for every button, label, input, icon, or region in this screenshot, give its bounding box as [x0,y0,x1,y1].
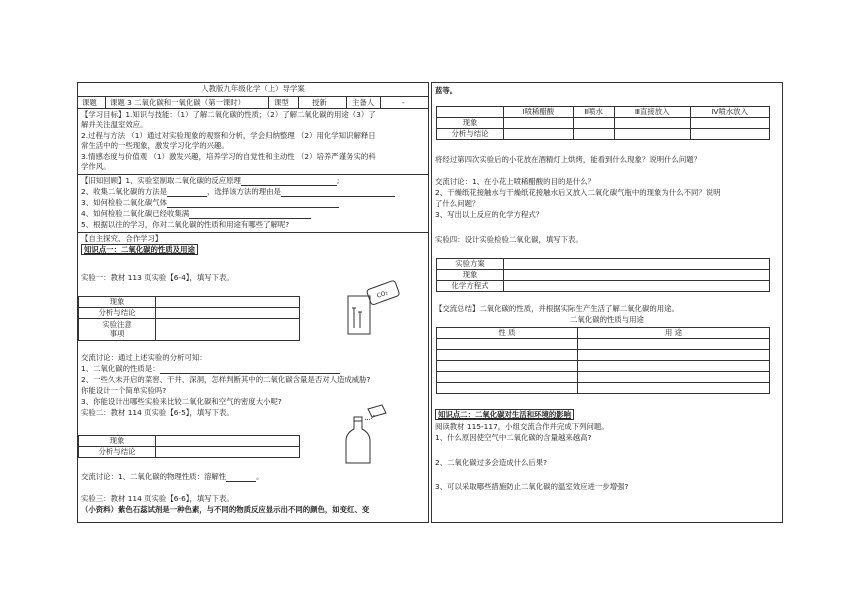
table-row: 分析与结论 [79,308,156,319]
review-q5: 5、根据以往的学习，你对二氧化碳的性质和用途有哪些了解呢? [81,220,290,229]
table-cell[interactable] [614,118,690,129]
table-cell[interactable] [504,270,770,281]
topic-label: 课题 [82,98,97,107]
review-q4: 4、如何检验二氧化碳已经收集满 [81,210,311,219]
right-discuss-q3: 3、写出以上反应的化学方程式？ [435,210,544,219]
preparer-value: - [402,98,405,107]
table-header: Ⅱ喷水 [573,107,614,118]
table-cell[interactable] [437,350,578,361]
table-cell[interactable] [504,118,574,129]
env-question-2: 2、二氧化碳过多会造成什么后果? [435,458,548,467]
table-cell[interactable] [573,129,614,140]
table-header: 性 质 [437,328,578,339]
point1-heading: 知识点一：二氧化碳的性质及用途 [81,246,198,255]
goals-line-3: 2.过程与方法 （1）通过对实验现象的观察和分析，学会归纳整理 （2）用化学知识解释日 [81,131,376,140]
type-value: 授新 [312,98,327,107]
right-discuss-q1: 交流讨论：1、在小花上喷稀醋酸的目的是什么？ [435,177,595,186]
table-header: Ⅳ喷水放入 [690,107,769,118]
inquiry-heading: 【自主探究、合作学习】 [81,234,163,243]
table-cell[interactable] [578,372,770,383]
doc-title: 人教版九年级化学（上）导学案 [201,84,305,93]
point2-heading: 知识点二：二氧化碳对生活和环境的影响 [435,411,574,420]
env-question-3: 3、可以采取哪些措施防止二氧化碳的温室效应进一步增强? [435,482,629,491]
table-row: 现象 [437,270,504,281]
table-cell[interactable] [156,297,300,308]
table-cell[interactable] [504,281,770,292]
table-cell[interactable] [156,308,300,319]
goals-line-1: 【学习目标】1.知识与技能：（1）了解二氧化碳的性质；（2）了解二氧化碳的用途（3）了 [81,110,376,119]
exp2-title: 实验二：教材 114 页实验【6-5】，填写下表。 [81,408,234,417]
table-cell[interactable] [578,383,770,394]
table-cell[interactable] [504,259,770,270]
table-row: 分析与结论 [437,129,504,140]
summary: 【交流总结】二氧化碳的性质，并根据实际生产生活了解二氧化碳的用途。 [435,304,679,313]
preparer-label: 主备人 [352,98,375,107]
table-cell[interactable] [690,118,769,129]
indicator-tip: （小资料）紫色石蕊试剂是一种色素，与不同的物质反应显示出不同的颜色，如变红、变 [81,505,370,514]
type-label: 课型 [274,98,289,107]
properties-uses-table [436,327,770,394]
table-cell[interactable] [578,350,770,361]
table-cell[interactable] [573,118,614,129]
goals-line-6: 学作风。 [81,162,111,171]
table-cell[interactable] [156,447,300,458]
table-cell[interactable] [504,129,574,140]
right-discuss-q2b: 了什么问题？ [435,199,480,208]
uses-table-title: 二氧化碳的性质与用途 [570,315,644,324]
discuss2: 交流讨论：1、二氧化碳的物理性质：溶解性 。 [81,472,264,481]
exp4-title: 实验四：设计实验检验二氧化碳，填写下表。 [435,235,583,244]
discuss1-q2b: 你能设计一个简单实验吗? [81,386,167,395]
review-q2: 2、收集二氧化碳的方法是 ，选择该方法的理由是 [81,188,395,197]
table-cell[interactable] [156,319,300,341]
exp2-table [78,435,300,458]
discuss1-q3: 3、你能设计出哪些实验来比较二氧化碳和空气的密度大小呢? [81,397,282,406]
exp1-table [78,296,300,341]
exp1-title: 实验一：教材 113 页实验【6-4】，填写下表。 [81,273,234,282]
review-q3: 3、如何检验二氧化碳气体 [81,199,339,208]
table-cell[interactable] [437,383,578,394]
discuss1-q1: 1、二氧化碳的性质是： [81,365,340,374]
table-header: Ⅲ直接放入 [614,107,690,118]
bake-question: 将经过第四次实验后的小花放在酒精灯上烘烤，能看到什么现象？说明什么问题？ [435,155,702,164]
table-cell[interactable] [614,129,690,140]
table-row: 实验注意 事项 [79,319,156,341]
table-cell[interactable] [437,361,578,372]
table-cell[interactable] [578,361,770,372]
table-row: 化学方程式 [437,281,504,292]
tip-continued: 蓝等。 [435,86,458,95]
table-cell[interactable] [578,339,770,350]
bottle-illustration [340,403,390,465]
exp3-table [436,106,770,140]
left-column [77,82,429,523]
topic-value: 课题 3 二氧化碳和一氧化碳（第一课时） [110,98,246,107]
right-discuss-q2: 2、干燥纸花接触水与干燥纸花接触水后又放入二氧化碳气瓶中的现象为什么不同？说明 [435,188,721,197]
table-cell[interactable] [437,339,578,350]
table-cell[interactable] [437,372,578,383]
exp3-title: 实验三：教材 114 页实验【6-6】，填写下表。 [81,494,234,503]
table-row: 分析与结论 [79,447,156,458]
env-question-1: 1、什么原因使空气中二氧化碳的含量越来越高? [435,433,592,442]
table-row: 实验方案 [437,259,504,270]
table-row: 现象 [437,118,504,129]
discuss1-q2: 2、一些久未开启的菜窖、干井、深洞，怎样判断其中的二氧化碳含量是否对人造成威胁? [81,375,371,384]
exp4-table [436,258,770,292]
table-row: 现象 [79,297,156,308]
goals-line-5: 3.情感态度与价值观 （1）激发兴趣，培养学习的自觉性和主动性 （2）培养严谨务实的科 [81,152,376,161]
discuss1: 交流讨论：通过上述实验的分析可知： [81,353,207,362]
table-cell[interactable] [156,436,300,447]
table-row: 现象 [79,436,156,447]
co2-pouring-illustration [340,278,402,336]
table-cell[interactable] [690,129,769,140]
goals-line-4: 常生活中的一些现象，激发学习化学的兴趣。 [81,141,229,150]
review-q1: 【旧知回顾】1、实验室制取二氧化碳的反应原理 ; [81,176,340,185]
goals-line-2: 解并关注温室效应。 [81,120,148,129]
reading-instruction: 阅读教材 115-117，小组交流合作并完成下列问题。 [435,422,609,431]
table-header: Ⅰ喷稀醋酸 [504,107,574,118]
right-column [431,82,783,523]
table-header: 用 途 [578,328,770,339]
co2-label: CO₂ [375,289,389,300]
table-header [437,107,504,118]
